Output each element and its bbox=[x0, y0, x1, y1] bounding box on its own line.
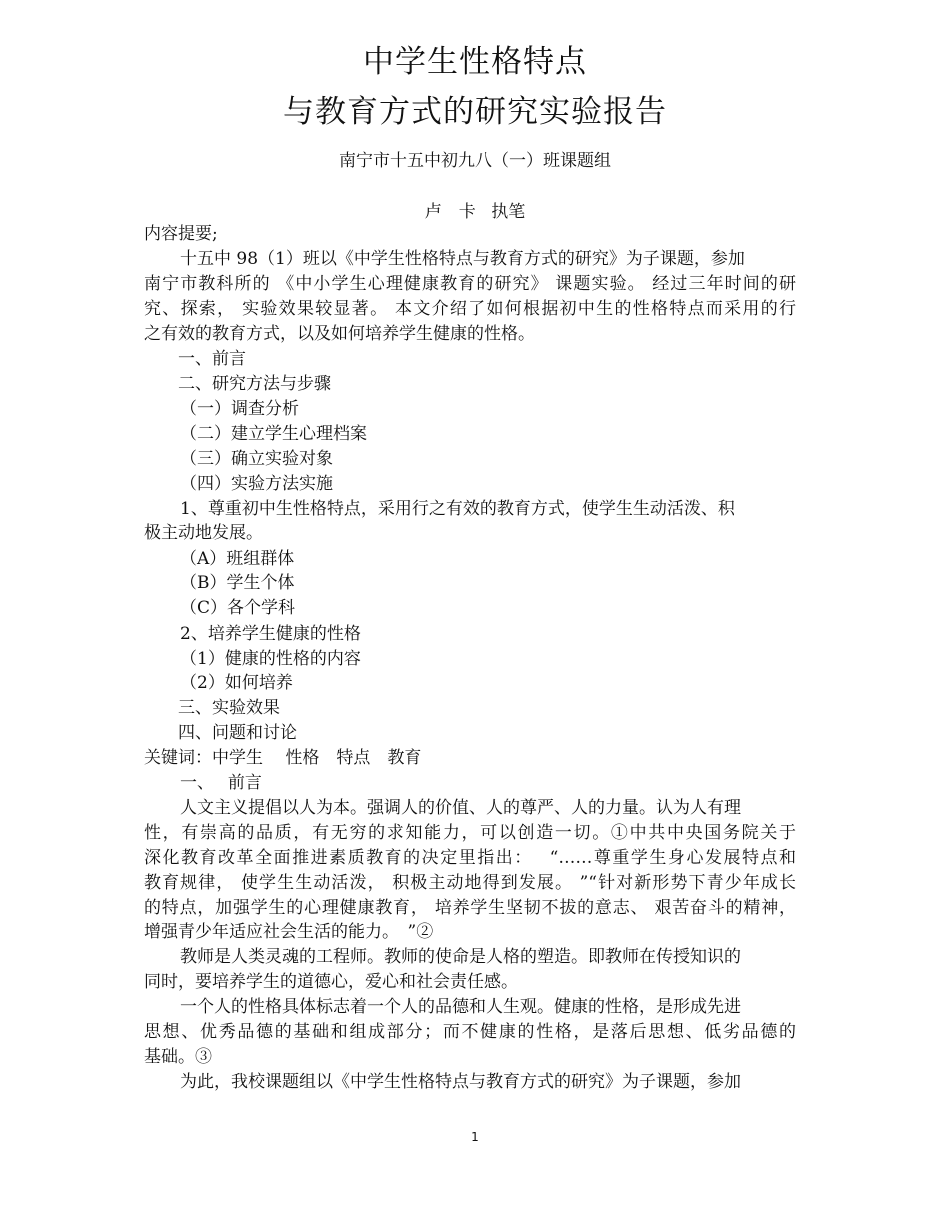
paragraph-line: 为此，我校课题组以《中学生性格特点与教育方式的研究》为子课题，参加 bbox=[180, 1072, 741, 1092]
outline-item: （二）建立学生心理档案 bbox=[180, 424, 367, 444]
paragraph-line: 同时，要培养学生的道德心，爱心和社会责任感。 bbox=[144, 972, 518, 992]
page-number: 1 bbox=[471, 1130, 479, 1144]
outline-item: 1、尊重初中生性格特点，采用行之有效的教育方式，使学生生动活泼、积 bbox=[180, 499, 735, 519]
author-line: 卢 卡 执笔 bbox=[424, 202, 526, 222]
title-line-2: 与教育方式的研究实验报告 bbox=[283, 94, 667, 130]
outline-item: （四）实验方法实施 bbox=[180, 474, 333, 494]
section-heading: 一、 前言 bbox=[180, 773, 262, 793]
paragraph-line: 性，有崇高的品质，有无穷的求知能力，可以创造一切。①中共中央国务院关于 bbox=[144, 823, 796, 843]
paragraph-line: 教育规律， 使学生生动活泼， 积极主动地得到发展。 ”“针对新形势下青少年成长 bbox=[144, 873, 796, 893]
outline-item: （2）如何培养 bbox=[180, 673, 293, 693]
paragraph-line: 的特点，加强学生的心理健康教育， 培养学生坚韧不拔的意志、 艰苦奋斗的精神， bbox=[144, 898, 796, 918]
abstract-line: 究、探索， 实验效果较显著。 本文介绍了如何根据初中生的性格特点而采用的行 bbox=[144, 299, 796, 319]
outline-item: 二、研究方法与步骤 bbox=[178, 374, 331, 394]
outline-item: （1）健康的性格的内容 bbox=[180, 649, 361, 669]
title-line-1: 中学生性格特点 bbox=[363, 44, 587, 80]
outline-item: 四、问题和讨论 bbox=[178, 723, 297, 743]
outline-item: 2、培养学生健康的性格 bbox=[180, 624, 361, 644]
outline-item: 一、前言 bbox=[178, 349, 246, 369]
paragraph-line: 基础。③ bbox=[144, 1047, 212, 1067]
keywords-line: 关键词：中学生 性格 特点 教育 bbox=[144, 748, 422, 768]
abstract-line: 南宁市教科所的 《中小学生心理健康教育的研究》 课题实验。 经过三年时间的研 bbox=[144, 274, 796, 294]
outline-item: （一）调查分析 bbox=[180, 399, 299, 419]
abstract-line: 十五中 98（1）班以《中学生性格特点与教育方式的研究》为子课题，参加 bbox=[180, 249, 745, 269]
paragraph-line: 教师是人类灵魂的工程师。教师的使命是人格的塑造。即教师在传授知识的 bbox=[180, 947, 741, 967]
outline-item: （A）班组群体 bbox=[180, 549, 295, 569]
paragraph-line: 思想、优秀品德的基础和组成部分；而不健康的性格，是落后思想、低劣品德的 bbox=[144, 1022, 796, 1042]
paragraph-line: 增强青少年适应社会生活的能力。 ”② bbox=[144, 922, 434, 942]
outline-item: （B）学生个体 bbox=[180, 573, 295, 593]
organization-line: 南宁市十五中初九八（一）班课题组 bbox=[339, 151, 611, 171]
abstract-line: 之有效的教育方式，以及如何培养学生健康的性格。 bbox=[144, 324, 535, 344]
outline-item: （三）确立实验对象 bbox=[180, 449, 333, 469]
paragraph-line: 一个人的性格具体标志着一个人的品德和人生观。健康的性格，是形成先进 bbox=[180, 997, 741, 1017]
outline-item: 极主动地发展。 bbox=[144, 523, 263, 543]
paragraph-line: 人文主义提倡以人为本。强调人的价值、人的尊严、人的力量。认为人有理 bbox=[180, 798, 741, 818]
paragraph-line: 深化教育改革全面推进素质教育的决定里指出： “……尊重学生身心发展特点和 bbox=[144, 848, 796, 868]
abstract-heading: 内容提要; bbox=[144, 224, 218, 244]
outline-item: 三、实验效果 bbox=[178, 698, 280, 718]
outline-item: （C）各个学科 bbox=[180, 598, 296, 618]
